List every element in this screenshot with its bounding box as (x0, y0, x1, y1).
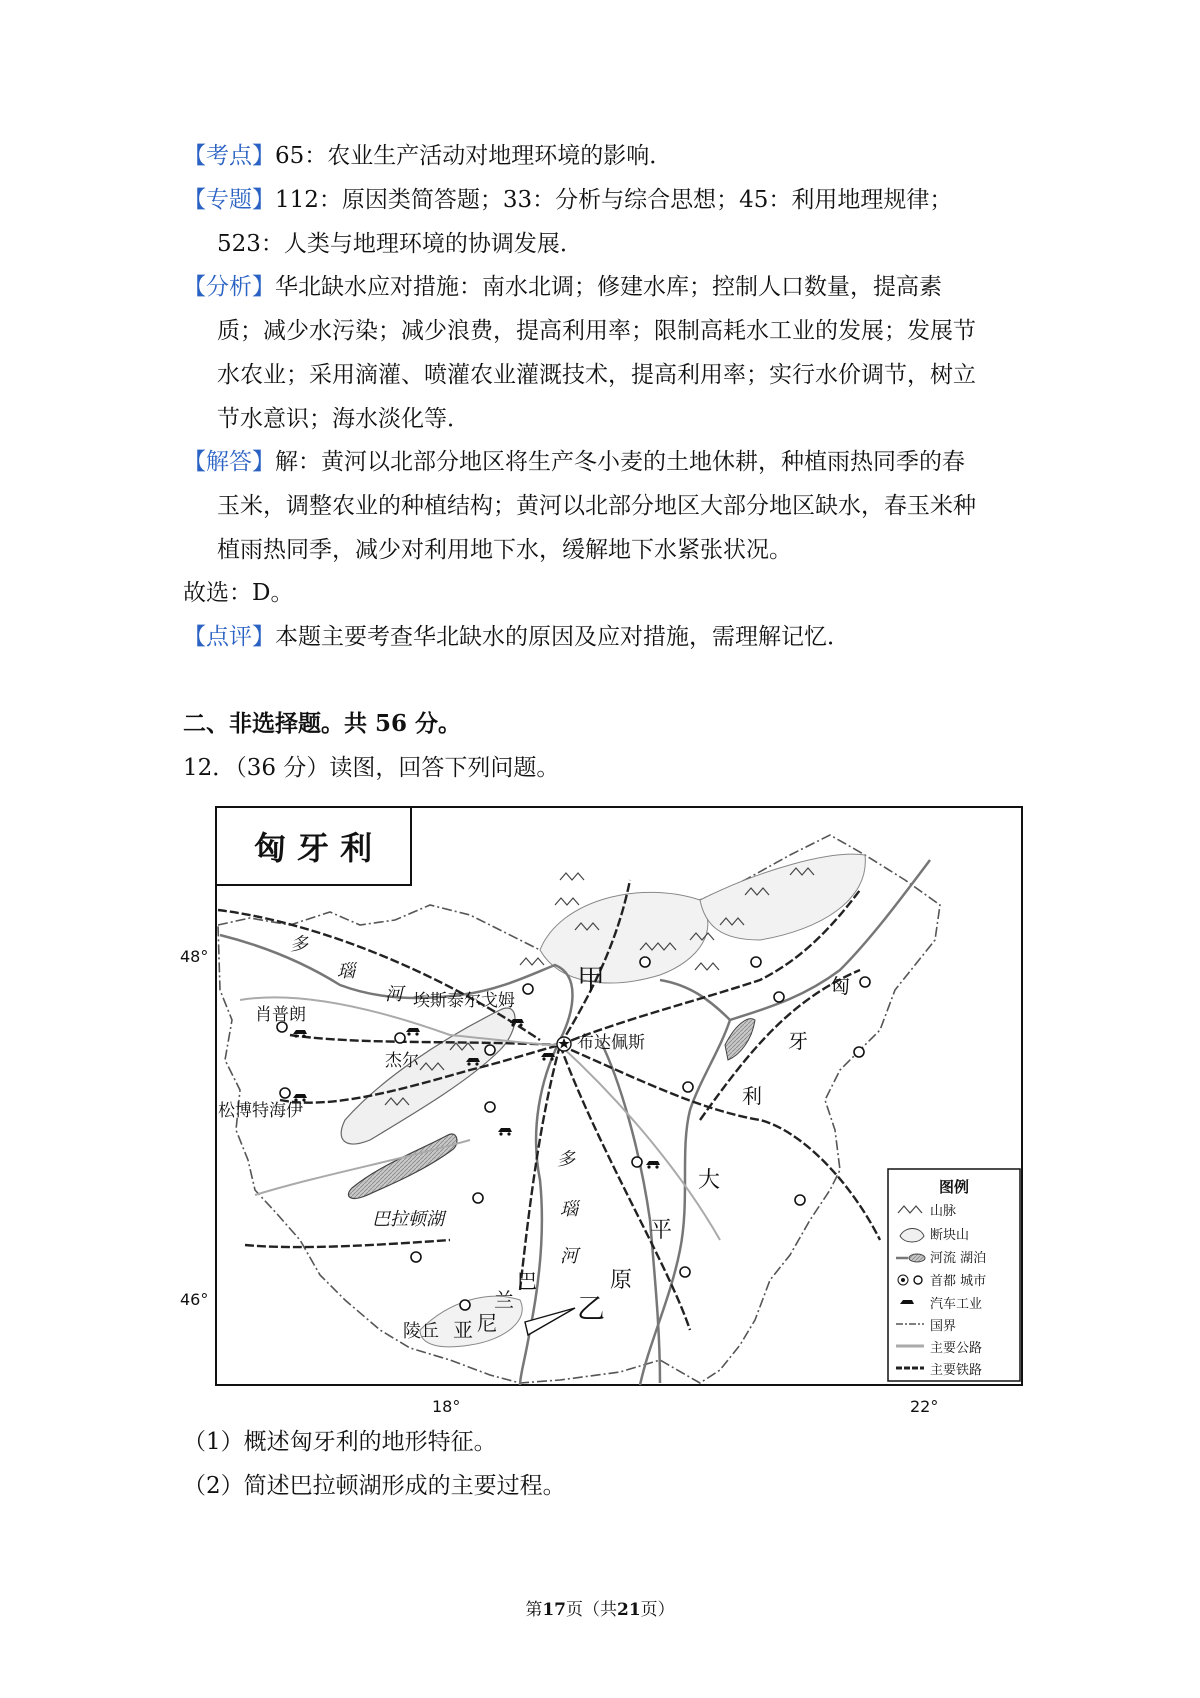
label-jieer: 杰尔 (385, 1051, 419, 1071)
dianping-text: 本题主要考查华北缺水的原因及应对措施，需理解记忆． (275, 624, 850, 650)
label-lingqiu: 陵丘 (403, 1321, 439, 1342)
label-country-3: 利 (742, 1084, 762, 1108)
fenxi-line2: 质；减少水污染；减少浪费，提高利用率；限制高耗水工业的发展；发展节 (217, 318, 976, 344)
legend-item-mountain: 山脉 (930, 1204, 957, 1219)
label-danube2-1: 多 (557, 1149, 575, 1170)
zhuanti-text: 112：原因类简答题；33：分析与综合思想；45：利用地理规律； (275, 187, 953, 213)
kaodian-text: 65：农业生产活动对地理环境的影响． (275, 143, 673, 169)
legend-item-auto: 汽车工业 (930, 1297, 983, 1312)
label-estergom: 埃斯泰尔戈姆 (413, 991, 515, 1011)
label-country-1: 匈 (830, 974, 850, 998)
label-danube2-3: 河 (560, 1246, 578, 1267)
label-danube-1: 多 (290, 934, 308, 955)
map-title-box (216, 807, 411, 885)
page-footer (0, 1595, 1200, 1620)
jieda-line2: 玉米，调整农业的种植结构；黄河以北部分地区大部分地区缺水，春玉米种 (217, 493, 976, 519)
legend-item-border: 国界 (930, 1319, 957, 1334)
footer-prefix: 第 (525, 1600, 543, 1620)
label-pannonia-2: 兰 (494, 1288, 514, 1312)
fenxi-text: 华北缺水应对措施：南水北调；修建水库；控制人口数量，提高素 (275, 274, 942, 300)
label-xiaopulang: 肖普朗 (255, 1005, 306, 1025)
label-yi: 乙 (577, 1292, 606, 1325)
map-title: 匈 牙 利 (253, 829, 373, 867)
label-danube-3: 河 (385, 984, 403, 1005)
map-legend (888, 1169, 1020, 1381)
footer-page: 17 (542, 1600, 566, 1620)
legend-lake-icon (909, 1254, 925, 1262)
label-danube2-2: 瑙 (560, 1199, 578, 1220)
sub-question-1: （1）概述匈牙利的地形特征。 (183, 1429, 497, 1455)
jieda-tag: 【解答】 (183, 449, 275, 475)
footer-suffix: 页） (640, 1600, 675, 1620)
label-balaton: 巴拉顿湖 (372, 1209, 444, 1230)
budapest-symbol (557, 1037, 571, 1051)
label-plain-1: 大 (698, 1168, 721, 1193)
question-stem: 12．（36 分）读图，回答下列问题。 (183, 755, 560, 781)
label-pannonia-1: 巴 (517, 1269, 537, 1293)
label-songbote: 松博特海伊 (218, 1101, 303, 1121)
legend-item-capital-city: 首都 城市 (930, 1274, 987, 1289)
zhuanti-line2: 523：人类与地理环境的协调发展． (217, 231, 583, 257)
fenxi-line3: 水农业；采用滴灌、喷灌农业灌溉技术，提高利用率；实行水价调节，树立 (217, 362, 976, 388)
section-heading: 二、非选择题。共 56 分。 (183, 710, 462, 737)
legend-item-road: 主要公路 (930, 1341, 983, 1356)
lat-48: 48° (180, 947, 209, 966)
fenxi-tag: 【分析】 (183, 274, 275, 300)
fenxi-line4: 节水意识；海水淡化等． (217, 406, 470, 432)
legend-item-rail: 主要铁路 (930, 1363, 983, 1378)
legend-title: 图例 (938, 1178, 970, 1196)
label-danube-2: 瑙 (337, 961, 355, 982)
lat-46: 46° (180, 1290, 209, 1309)
legend-city-icon (914, 1276, 922, 1284)
label-pannonia-4: 亚 (453, 1318, 473, 1342)
label-plain-3: 原 (610, 1268, 633, 1293)
dianping-tag: 【点评】 (183, 624, 275, 650)
zhuanti-tag: 【专题】 (183, 187, 275, 213)
label-pannonia-3: 尼 (477, 1311, 497, 1335)
label-plain-2: 平 (650, 1218, 673, 1243)
legend-item-blockmountain: 断块山 (930, 1228, 970, 1243)
jieda-line3: 植雨热同季，减少对利用地下水，缓解地下水紧张状况。 (217, 537, 792, 563)
legend-item-river-lake: 河流 湖泊 (930, 1251, 987, 1266)
guxuan-line: 故选：D。 (183, 580, 294, 606)
label-jia: 甲 (577, 963, 606, 996)
footer-total: 21 (617, 1600, 641, 1620)
footer-mid: 页（共 (566, 1600, 617, 1620)
kaodian-tag: 【考点】 (183, 143, 275, 169)
lon-18: 18° (432, 1397, 461, 1416)
label-budapest: 布达佩斯 (577, 1033, 645, 1053)
label-country-2: 牙 (788, 1029, 808, 1053)
lon-22: 22° (910, 1397, 939, 1416)
jieda-text: 解：黄河以北部分地区将生产冬小麦的土地休耕，种植雨热同季的春 (275, 449, 965, 475)
sub-question-2: （2）简述巴拉顿湖形成的主要过程。 (183, 1473, 566, 1499)
